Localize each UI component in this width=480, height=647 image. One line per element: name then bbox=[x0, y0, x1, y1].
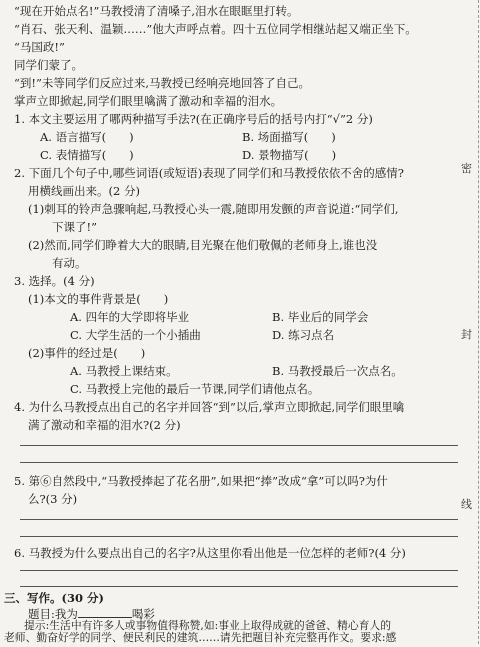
passage-line-5: “到!”未等同学们反应过来,马教授已经响亮地回答了自己。 bbox=[14, 76, 311, 90]
question-2-stem-line-2: 用横线画出来。(2 分) bbox=[28, 184, 140, 198]
writing-hint-line-1: 提示:生活中有许多人或事物值得称赞,如:事业上取得成就的爸爸、精心育人的 bbox=[24, 619, 392, 632]
question-2-sentence-2a: (2)然而,同学们睁着大大的眼睛,目光聚在他们敬佩的老师身上,谁也没 bbox=[28, 238, 378, 252]
question-4-stem-line-2: 满了激动和幸福的泪水?(2 分) bbox=[28, 418, 181, 432]
question-1-stem: 1. 本文主要运用了哪两种描写手法?(在正确序号后的括号内打“√”2 分) bbox=[14, 112, 373, 126]
question-2-sentence-1b: 下课了!” bbox=[52, 220, 98, 234]
question-6-answer-line-1[interactable] bbox=[20, 570, 458, 571]
question-4-stem-line-1: 4. 为什么马教授点出自己的名字并回答“到”以后,掌声立即掀起,同学们眼里噙 bbox=[14, 400, 405, 414]
binding-char-feng: 封 bbox=[461, 328, 472, 341]
binding-char-mi: 密 bbox=[461, 162, 472, 175]
question-6-answer-line-2[interactable] bbox=[20, 586, 458, 587]
writing-title-prefix: 题目:我为 bbox=[28, 607, 78, 621]
writing-title-suffix: 喝彩 bbox=[131, 607, 155, 621]
question-3-2-option-a[interactable]: A. 马教授上课结束。 bbox=[70, 364, 178, 378]
question-2-stem-line-1: 2. 下面几个句子中,哪些词语(或短语)表现了同学们和马教授依依不舍的感情? bbox=[14, 166, 404, 180]
question-5-stem-line-2: 么?(3 分) bbox=[28, 492, 78, 506]
question-5-stem-line-1: 5. 第⑥自然段中,“马教授捧起了花名册”,如果把“捧”改成“拿”可以吗?为什 bbox=[14, 474, 388, 488]
passage-line-3: “马国政!” bbox=[14, 40, 65, 54]
writing-title-blank[interactable] bbox=[78, 607, 132, 618]
question-3-2-option-b[interactable]: B. 马教授最后一次点名。 bbox=[272, 364, 403, 378]
question-1-option-d[interactable]: D. 景物描写( ) bbox=[242, 148, 337, 162]
question-6-stem: 6. 马教授为什么要点出自己的名字?从这里你看出他是一位怎样的老师?(4 分) bbox=[14, 546, 406, 560]
question-3-1-option-b[interactable]: B. 毕业后的同学会 bbox=[272, 310, 369, 324]
question-1-option-a[interactable]: A. 语言描写( ) bbox=[40, 130, 134, 144]
question-4-answer-line-2[interactable] bbox=[20, 462, 458, 463]
question-2-sentence-2b: 有动。 bbox=[52, 256, 87, 270]
binding-char-xian: 线 bbox=[461, 498, 472, 511]
question-3-2-option-c[interactable]: C. 马教授上完他的最后一节课,同学们请他点名。 bbox=[70, 382, 320, 396]
question-2-sentence-1a: (1)刺耳的铃声急骤响起,马教授心头一震,随即用发颤的声音说道:“同学们, bbox=[28, 202, 399, 216]
question-3-1-option-d[interactable]: D. 练习点名 bbox=[272, 328, 335, 342]
passage-line-6: 掌声立即掀起,同学们眼里噙满了激动和幸福的泪水。 bbox=[14, 94, 283, 108]
question-3-stem: 3. 选择。(4 分) bbox=[14, 274, 95, 288]
question-5-answer-line-1[interactable] bbox=[20, 519, 458, 520]
passage-line-2: “肖石、张天利、温颖……”他大声呼点着。四十五位同学相继站起又端正坐下。 bbox=[14, 22, 417, 36]
question-3-part-1: (1)本文的事件背景是( ) bbox=[28, 292, 169, 306]
question-3-1-option-c[interactable]: C. 大学生活的一个小插曲 bbox=[70, 328, 201, 342]
question-3-part-2: (2)事件的经过是( ) bbox=[28, 346, 146, 360]
question-5-answer-line-2[interactable] bbox=[20, 536, 458, 537]
question-4-answer-line-1[interactable] bbox=[20, 445, 458, 446]
question-1-option-b[interactable]: B. 场面描写( ) bbox=[242, 130, 336, 144]
writing-hint-line-2: 老师、勤奋好学的同学、便民利民的建筑……请先把题目补充完整再作文。要求:感 bbox=[4, 631, 397, 644]
writing-heading: 三、写作。(30 分) bbox=[4, 591, 104, 605]
question-3-1-option-a[interactable]: A. 四年的大学即将毕业 bbox=[70, 310, 190, 324]
passage-line-4: 同学们蒙了。 bbox=[14, 58, 83, 72]
question-1-option-c[interactable]: C. 表情描写( ) bbox=[40, 148, 134, 162]
passage-line-1: “现在开始点名!”马教授清了清嗓子,泪水在眼眶里打转。 bbox=[14, 4, 299, 18]
